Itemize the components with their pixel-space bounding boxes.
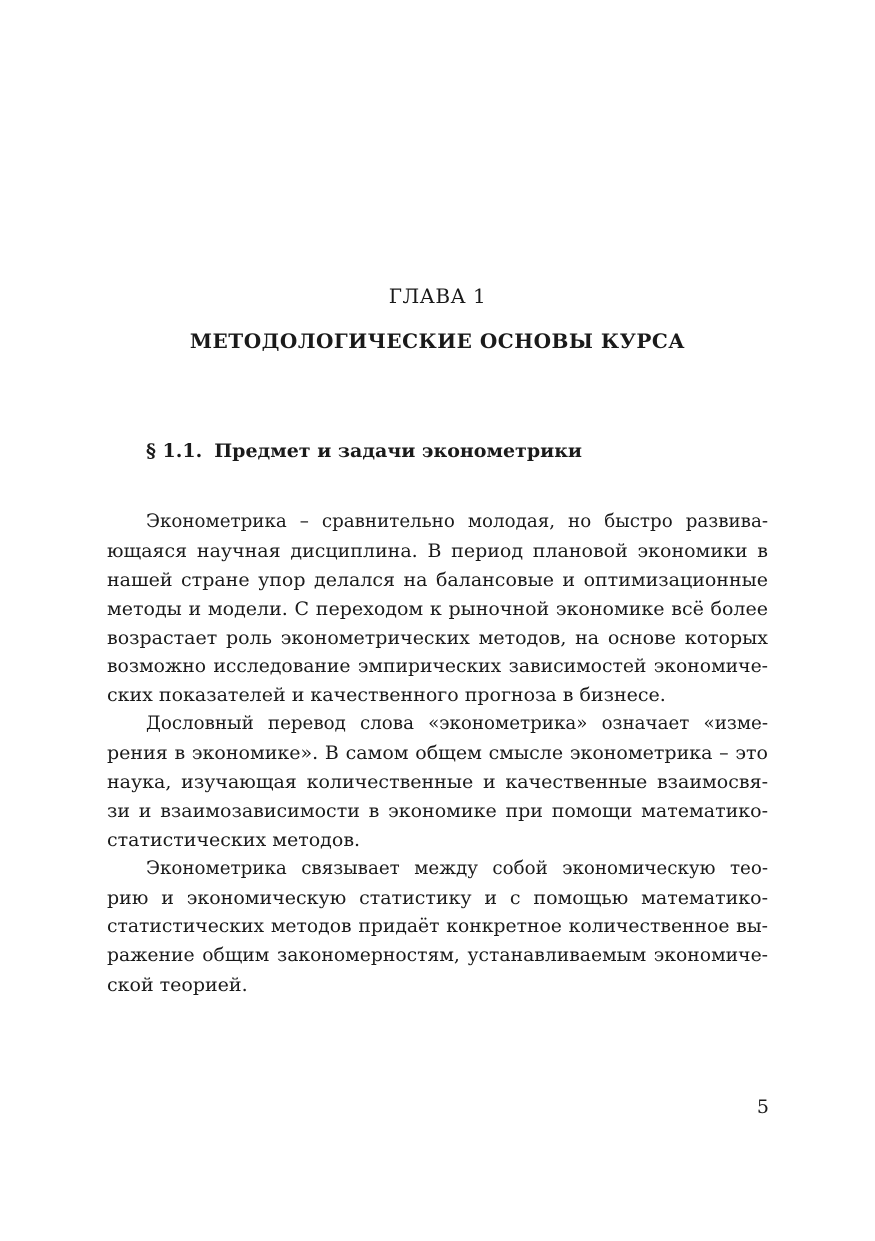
paragraph — [107, 508, 768, 710]
body-text — [107, 508, 768, 999]
text-line: ской теорией. — [107, 973, 248, 996]
section-heading — [146, 440, 582, 462]
section-title: Предмет и задачи эконометрики — [214, 440, 583, 462]
text-line: рения в экономике». В самом общем смысле эконометрика – это — [107, 742, 768, 765]
section-number: § 1.1. — [146, 440, 203, 462]
text-line: нашей стране упор делался на балансовые и оптимизационные — [107, 568, 768, 591]
page-number: 5 — [756, 1096, 769, 1118]
text-line: ющаяся научная дисциплина. В период плановой экономики в — [107, 539, 768, 562]
text-line: рию и экономическую статистику и с помощью математико- — [107, 886, 768, 909]
text-line: возможно исследование эмпирических зависимостей экономиче- — [107, 655, 768, 677]
text-line: ражение общим закономерностям, устанавливаемым экономиче- — [107, 944, 768, 966]
chapter-title: МЕТОДОЛОГИЧЕСКИЕ ОСНОВЫ КУРСА — [189, 329, 686, 353]
text-line: Дословный перевод слова «эконометрика» означает «изме- — [146, 713, 768, 735]
text-line: статистических методов. — [107, 828, 361, 851]
paragraph — [107, 710, 768, 855]
text-line: статистических методов придаёт конкретное количественное вы- — [107, 915, 768, 937]
text-line: Эконометрика связывает между собой экономическую тео- — [146, 857, 768, 879]
chapter-label: ГЛАВА 1 — [388, 284, 487, 308]
text-line: Эконометрика – сравнительно молодая, но быстро развива- — [146, 511, 768, 532]
text-line: зи и взаимозависимости в экономике при помощи математико- — [107, 800, 768, 823]
text-line: методы и модели. С переходом к рыночной экономике всё более — [107, 597, 768, 620]
paragraph — [107, 855, 768, 1000]
text-line: возрастает роль эконометрических методов, на основе которых — [107, 626, 768, 649]
text-line: ских показателей и качественного прогноза в бизнесе. — [107, 684, 666, 707]
text-line: наука, изучающая количественные и качественные взаимосвя- — [107, 771, 768, 794]
